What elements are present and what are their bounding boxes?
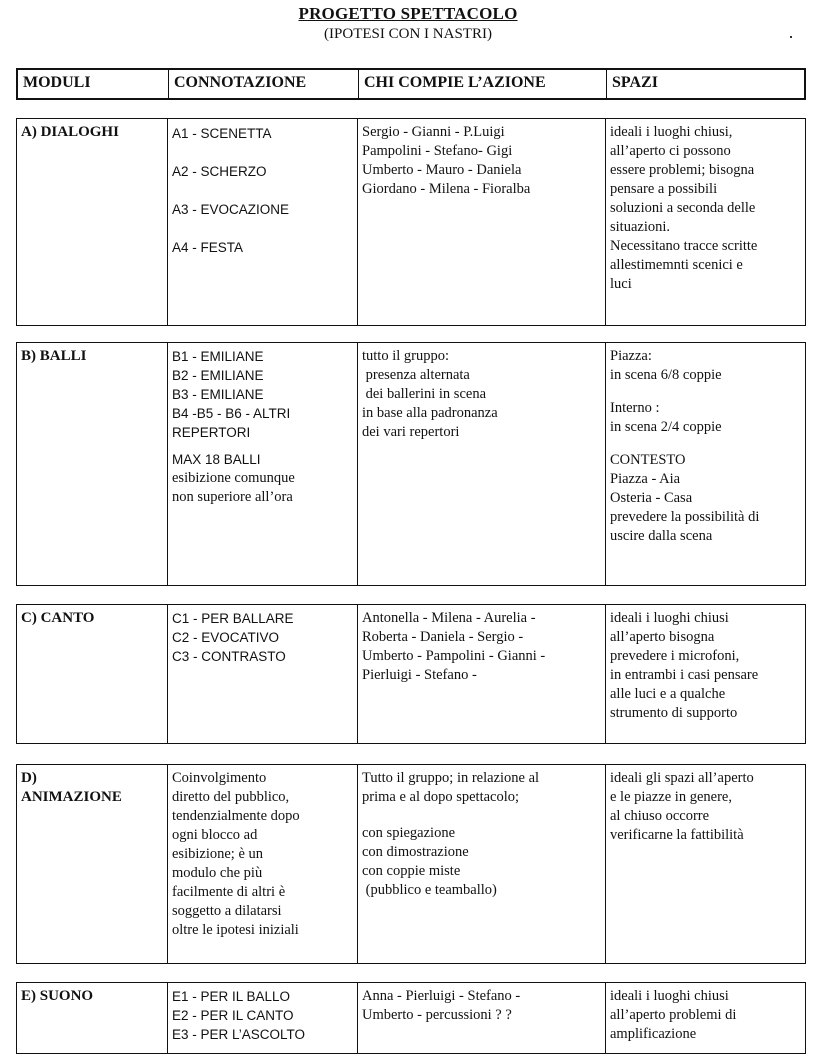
- spazi-line: prevedere la possibilità di: [610, 509, 760, 525]
- connotazione-cell: [167, 343, 357, 585]
- chi-cell: [357, 343, 605, 585]
- chi-line: Umberto - percussioni ? ?: [362, 1007, 512, 1023]
- connotazione-line: oltre le ipotesi iniziali: [172, 922, 299, 938]
- modulo-label: D): [21, 770, 37, 786]
- spazi-line: essere problemi; bisogna: [610, 162, 755, 178]
- connotazione-line: C1 - PER BALLARE: [172, 611, 294, 626]
- connotazione-line: C2 - EVOCATIVO: [172, 630, 280, 645]
- row-b-balli: [16, 342, 806, 586]
- spazi-line: ideali i luoghi chiusi,: [610, 124, 733, 140]
- chi-line: Antonella - Milena - Aurelia -: [362, 610, 536, 626]
- connotazione-line: REPERTORI: [172, 425, 251, 440]
- spazi-line: uscire dalla scena: [610, 528, 713, 544]
- spazi-cell: [605, 983, 805, 1053]
- spazi-line: prevedere i microfoni,: [610, 648, 740, 664]
- connotazione-cell: [167, 983, 357, 1053]
- document-subtitle: (IPOTESI CON I NASTRI): [324, 26, 492, 42]
- connotazione-line: A3 - EVOCAZIONE: [172, 202, 290, 217]
- chi-line: con spiegazione: [362, 825, 456, 841]
- spazi-line: Osteria - Casa: [610, 490, 693, 506]
- spazi-line: allestimemnti scenici e: [610, 257, 743, 273]
- connotazione-line: modulo che più: [172, 865, 263, 881]
- connotazione-cell: [167, 119, 357, 325]
- chi-line: con coppie miste: [362, 863, 461, 879]
- modulo-label: ANIMAZIONE: [21, 789, 122, 805]
- spazi-line: Interno :: [610, 400, 660, 416]
- connotazione-line: E1 - PER IL BALLO: [172, 989, 291, 1004]
- header-connotazione: CONNOTAZIONE: [168, 70, 358, 98]
- modulo-cell: [17, 343, 167, 585]
- connotazione-line: C3 - CONTRASTO: [172, 649, 286, 664]
- modulo-label: A) DIALOGHI: [21, 124, 119, 140]
- chi-line: Roberta - Daniela - Sergio -: [362, 629, 524, 645]
- spazi-line: situazioni.: [610, 219, 671, 235]
- spazi-line: all’aperto ci possono: [610, 143, 731, 159]
- spazi-line: strumento di supporto: [610, 705, 738, 721]
- chi-cell: [357, 605, 605, 743]
- connotazione-cell: [167, 765, 357, 963]
- connotazione-line: Coinvolgimento: [172, 770, 267, 786]
- connotazione-line: E2 - PER IL CANTO: [172, 1008, 294, 1023]
- connotazione-cell: [167, 605, 357, 743]
- chi-line: Giordano - Milena - Fioralba: [362, 181, 531, 197]
- spazi-line: Necessitano tracce scritte: [610, 238, 758, 254]
- spazi-line: e le piazze in genere,: [610, 789, 732, 805]
- spazi-line: amplificazione: [610, 1026, 697, 1042]
- spazi-line: luci: [610, 276, 632, 292]
- connotazione-line: B3 - EMILIANE: [172, 387, 264, 402]
- connotazione-line: ogni blocco ad: [172, 827, 258, 843]
- spazi-line: ideali gli spazi all’aperto: [610, 770, 754, 786]
- modulo-cell: [17, 765, 167, 963]
- spazi-cell: [605, 765, 805, 963]
- spazi-line: all’aperto problemi di: [610, 1007, 737, 1023]
- chi-line: prima e al dopo spettacolo;: [362, 789, 520, 805]
- header-chi-compie: CHI COMPIE L’AZIONE: [358, 70, 606, 98]
- spazi-line: ideali i luoghi chiusi: [610, 988, 729, 1004]
- chi-line: dei ballerini in scena: [362, 386, 487, 402]
- row-c-canto: [16, 604, 806, 744]
- chi-line: in base alla padronanza: [362, 405, 498, 421]
- spazi-line: al chiuso occorre: [610, 808, 710, 824]
- spazi-line: Piazza:: [610, 348, 652, 364]
- connotazione-line: A1 - SCENETTA: [172, 126, 272, 141]
- spazi-line: Piazza - Aia: [610, 471, 681, 487]
- connotazione-line: A4 - FESTA: [172, 240, 244, 255]
- spazi-line: in scena 6/8 coppie: [610, 367, 722, 383]
- chi-line: Pierluigi - Stefano -: [362, 667, 477, 683]
- chi-line: Anna - Pierluigi - Stefano -: [362, 988, 521, 1004]
- spazi-cell: [605, 343, 805, 585]
- connotazione-line: B4 -B5 - B6 - ALTRI: [172, 406, 291, 421]
- chi-line: con dimostrazione: [362, 844, 469, 860]
- spazi-line: CONTESTO: [610, 452, 686, 468]
- spazi-line: all’aperto bisogna: [610, 629, 715, 645]
- header-moduli: MODULI: [23, 74, 91, 91]
- spazi-line: soluzioni a seconda delle: [610, 200, 756, 216]
- row-d-animazione: [16, 764, 806, 964]
- spazi-line: pensare a possibili: [610, 181, 718, 197]
- connotazione-line: B1 - EMILIANE: [172, 349, 264, 364]
- connotazione-line: esibizione; è un: [172, 846, 264, 862]
- spazi-cell: [605, 605, 805, 743]
- spazi-line: alle luci e a qualche: [610, 686, 726, 702]
- connotazione-line: non superiore all’ora: [172, 489, 293, 505]
- chi-line: Sergio - Gianni - P.Luigi: [362, 124, 505, 140]
- spazi-line: in entrambi i casi pensare: [610, 667, 759, 683]
- connotazione-line: esibizione comunque: [172, 470, 295, 486]
- spazi-line: verificarne la fattibilità: [610, 827, 744, 843]
- modulo-label: E) SUONO: [21, 988, 94, 1004]
- connotazione-line: tendenzialmente dopo: [172, 808, 300, 824]
- modulo-cell: [17, 983, 167, 1053]
- connotazione-line: A2 - SCHERZO: [172, 164, 267, 179]
- chi-line: Umberto - Mauro - Daniela: [362, 162, 522, 178]
- spazi-cell: [605, 119, 805, 325]
- document-title: PROGETTO SPETTACOLO: [298, 4, 518, 23]
- row-e-suono: [16, 982, 806, 1054]
- row-a-dialoghi: [16, 118, 806, 326]
- connotazione-line: diretto del pubblico,: [172, 789, 290, 805]
- chi-line: Tutto il gruppo; in relazione al: [362, 770, 540, 786]
- chi-line: (pubblico e teamballo): [362, 882, 497, 898]
- connotazione-line: E3 - PER L’ASCOLTO: [172, 1027, 306, 1042]
- chi-line: Umberto - Pampolini - Gianni -: [362, 648, 546, 664]
- modulo-cell: [17, 605, 167, 743]
- modulo-cell: [17, 119, 167, 325]
- chi-cell: [357, 765, 605, 963]
- connotazione-line: B2 - EMILIANE: [172, 368, 264, 383]
- connotazione-line: MAX 18 BALLI: [172, 452, 261, 467]
- chi-line: tutto il gruppo:: [362, 348, 449, 364]
- modulo-label: C) CANTO: [21, 610, 95, 626]
- chi-line: dei vari repertori: [362, 424, 460, 440]
- chi-cell: [357, 983, 605, 1053]
- modulo-label: B) BALLI: [21, 348, 87, 364]
- chi-cell: [357, 119, 605, 325]
- connotazione-line: soggetto a dilatarsi: [172, 903, 282, 919]
- speck-mark: [790, 36, 792, 38]
- header-spazi: SPAZI: [606, 70, 804, 98]
- spazi-line: in scena 2/4 coppie: [610, 419, 722, 435]
- table-header: [16, 68, 806, 100]
- connotazione-line: facilmente di altri è: [172, 884, 286, 900]
- chi-line: presenza alternata: [362, 367, 470, 383]
- spazi-line: ideali i luoghi chiusi: [610, 610, 729, 626]
- chi-line: Pampolini - Stefano- Gigi: [362, 143, 513, 159]
